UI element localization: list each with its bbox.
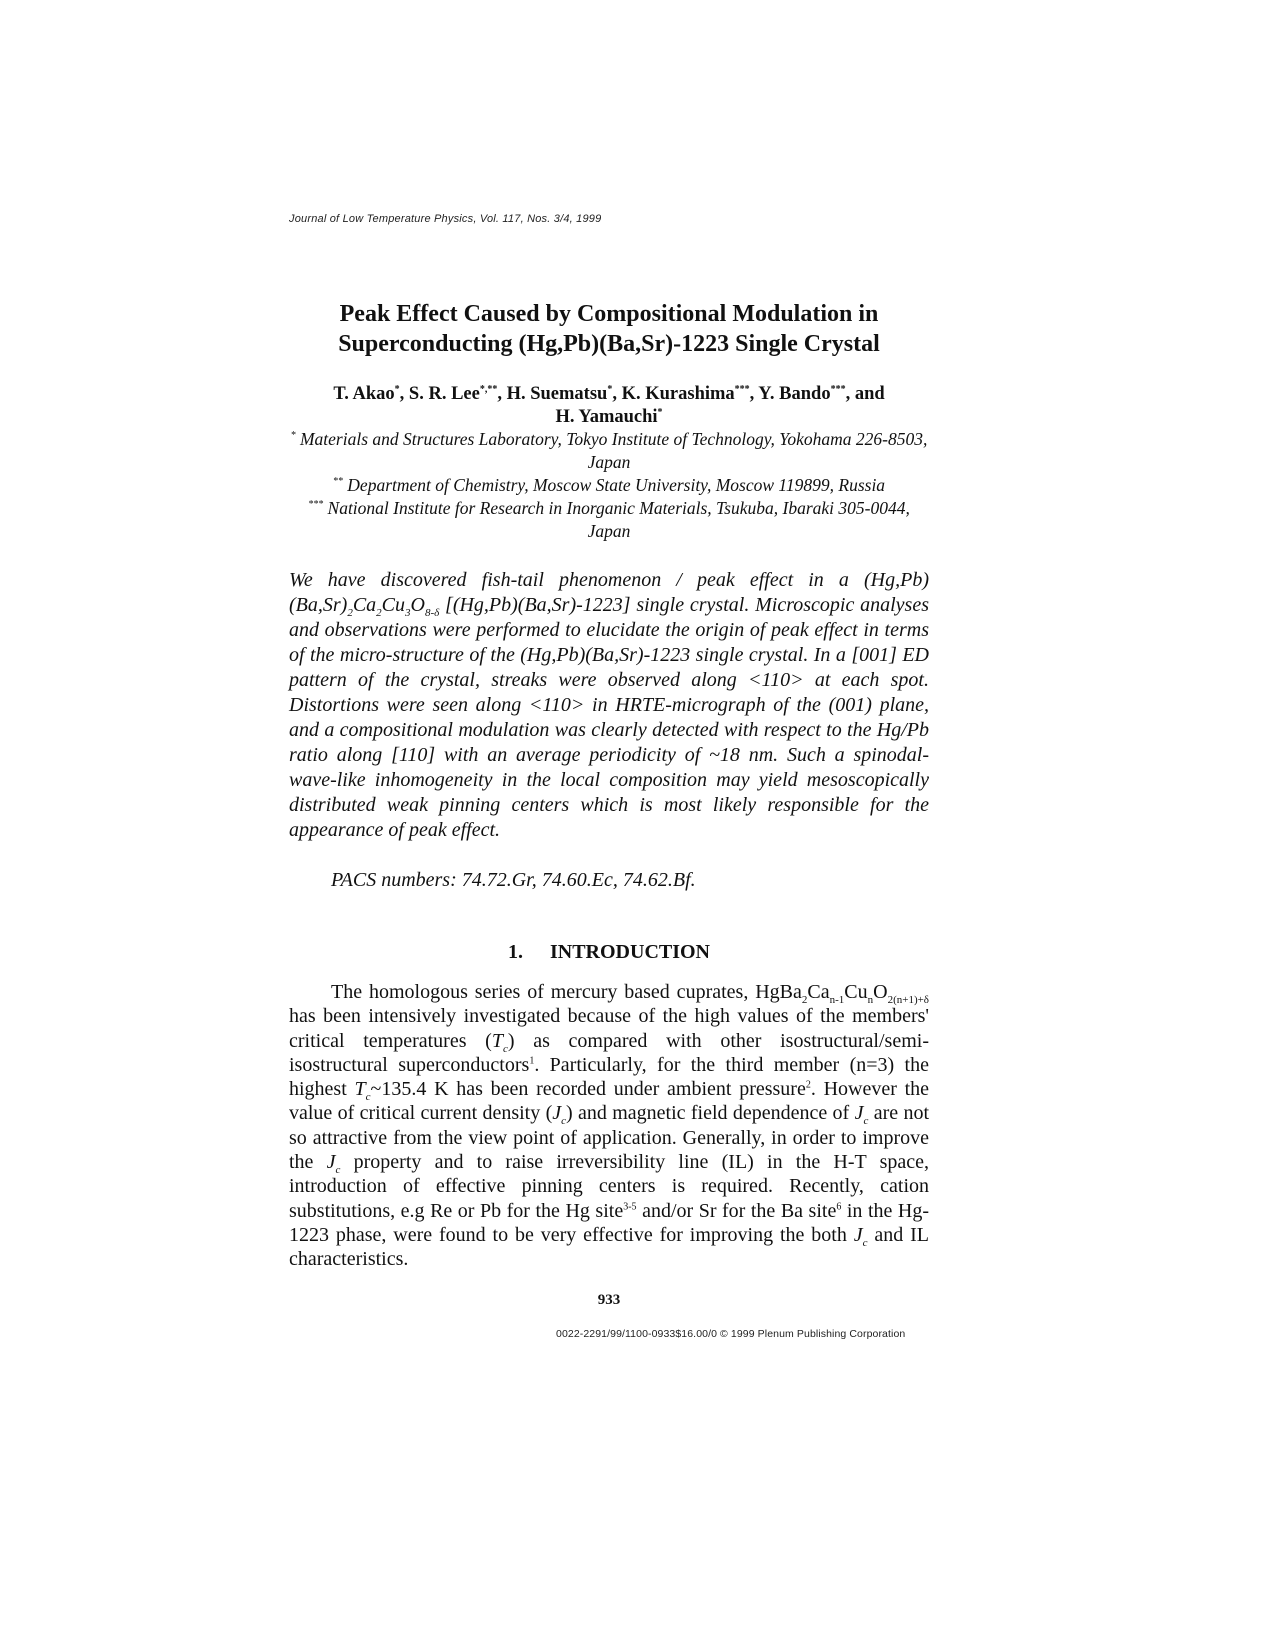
abstract-text-1: We have discovered fish-tail phenomenon / peak effect in a — [289, 569, 849, 591]
intro-text: and IL characteristics. — [289, 1223, 930, 1271]
affiliation-text: Materials and Structures Laboratory, Tokyo Institute of Technology, Yokohama 226-8503, Japan — [299, 429, 928, 472]
reference-mark: 6 — [836, 1201, 842, 1213]
author-name: Y. Bando — [758, 384, 831, 404]
paper-title — [289, 299, 929, 359]
section-heading — [289, 940, 929, 965]
reference-mark: 3-5 — [623, 1201, 637, 1213]
reference-mark: 1 — [529, 1055, 535, 1067]
page-number: 933 — [597, 1292, 621, 1308]
intro-paragraph: The homologous series of mercury based cuprates, $HgBa_2Ca_{n-1}Cu_nO_{2(n+1)+\delta}$ has been intensively investigated because of the high values of the members' critical temperatures $(T_c)$ as compared with other isostructural/semi-isostructural superconductors$^1$. Particularly, for the third member (n=3) the highest $T_c\sim 135.4$ K has been recorded under ambient pressure$^2$. However the value of critical current density $(J_c)$ and magnetic field dependence of $J_c$ are not so attractive from the view point of application. Generally, in order to improve the $J_c$ property and to raise irreversibility line (IL) in the H-T space, introduction of effective pinning centers is required. Recently, cation substitutions, e.g Re or Pb for the Hg site$^{3-5}$ and/or Sr for the Ba site$^6$ in the Hg-1223 phase, were found to be very effective for improving the both $J_c$ and IL characteristics. — [289, 981, 930, 1271]
title-line-1: Peak Effect Caused by Compositional Modulation in — [339, 301, 879, 327]
copyright-line: 0022-2291/99/1100-0933$16.00/0 © 1999 Plenum Publishing Corporation — [556, 1328, 906, 1340]
abstract-formula: $(Hg,Pb)(Ba,Sr)_2Ca_2Cu_3O_{8-\delta}$ — [289, 569, 929, 619]
author-name: K. Kurashima — [621, 384, 735, 404]
author-name: H. Suematsu — [506, 384, 608, 404]
jc-symbol: $J_c$ — [853, 1223, 868, 1249]
affiliation-text: Department of Chemistry, Moscow State University, Moscow 119899, Russia — [347, 475, 886, 495]
intro-text: property and to raise irreversibility line (IL) in the H-T space, introduction of effective pinning centers is required. Recently, cation substitutions, e.g Re or Pb for the Hg site — [289, 1151, 929, 1222]
intro-text: ) as compared with other isostructural/semi-isostructural superconductors — [289, 1029, 929, 1076]
affiliation-mark: *** — [308, 499, 324, 511]
pacs-numbers: PACS numbers: 74.72.Gr, 74.60.Ec, 74.62.Bf. — [331, 869, 696, 891]
author-mark: * — [657, 406, 663, 418]
running-head: Journal of Low Temperature Physics, Vol. 117, Nos. 3/4, 1999 — [289, 213, 602, 225]
abstract — [289, 568, 929, 843]
affiliation-text: National Institute for Research in Inorganic Materials, Tsukuba, Ibaraki 305-0044, Japan — [327, 498, 910, 541]
intro-text: ) and magnetic field dependence of — [566, 1102, 850, 1125]
affiliation-mark: * — [290, 430, 296, 442]
author-name: S. R. Lee — [408, 384, 480, 404]
jc-symbol: $J_c$ — [552, 1102, 567, 1128]
section-number: 1. — [507, 941, 523, 963]
intro-text: The homologous series of mercury based cuprates, — [331, 981, 749, 1003]
author-mark: *,** — [479, 383, 498, 395]
author-mark: * — [394, 383, 400, 395]
intro-text: has been recorded under ambient pressure — [456, 1078, 806, 1101]
reference-mark: 2 — [805, 1079, 811, 1091]
affiliation-2 — [289, 474, 929, 497]
intro-formula: $HgBa_2Ca_{n-1}Cu_nO_{2(n+1)+\delta}$ — [755, 981, 929, 1006]
affiliation-mark: ** — [332, 476, 343, 488]
intro-text: are not so attractive from the view point of application. Generally, in order to improve the — [289, 1102, 930, 1174]
intro-text: in the Hg-1223 phase, were found to be very effective for improving the both — [289, 1199, 930, 1246]
abstract-text-2: [(Hg,Pb)(Ba,Sr)-1223] single crystal. Microscopic analyses and observations were performed to elucidate the origin of peak effect in terms of the micro-structure of the (Hg,Pb)(Ba,Sr)-1223 single crystal. In a [001] ED pattern of the crystal, streaks were observed along <110> at each spot. Distortions were seen along <110> in HRTE-micrograph of the (001) plane, and a compositional modulation was clearly detected with respect to the Hg/Pb ratio along [110] with an average periodicity of ~18 nm. Such a spinodal-wave-like inhomogeneity in the local composition may yield mesoscopically distributed weak pinning centers which is most likely responsible for the appearance of peak effect. — [289, 594, 929, 841]
jc-symbol: $J_c$ — [326, 1151, 341, 1177]
affiliation-1 — [289, 428, 929, 474]
author-mark: * — [607, 383, 613, 395]
tc-symbol: $T_c$ — [491, 1029, 508, 1055]
author-mark: *** — [830, 383, 846, 395]
intro-text: . However the value of critical current density ( — [289, 1078, 930, 1125]
author-mark: *** — [734, 383, 750, 395]
title-line-2: Superconducting (Hg,Pb)(Ba,Sr)-1223 Single Crystal — [338, 331, 880, 357]
author-list: T. Akao*, S. R. Lee*,**, H. Suematsu*, K. Kurashima***, Y. Bando***, and H. Yamauchi* — [333, 383, 885, 427]
intro-text: . Particularly, for the third member (n=3) the highest — [289, 1053, 929, 1101]
affiliation-3 — [289, 497, 929, 543]
author-name: H. Yamauchi — [555, 407, 658, 427]
intro-text: and/or Sr for the Ba site — [642, 1199, 837, 1222]
intro-text: has been intensively investigated because of the high values of the members' critical temperatures ( — [289, 1005, 929, 1052]
author-name: T. Akao — [333, 384, 395, 404]
tc-value: $T_c$ — [354, 1078, 371, 1104]
author-conjunction: and — [854, 384, 885, 404]
section-title: INTRODUCTION — [549, 941, 711, 963]
jc-symbol: $J_c$ — [854, 1102, 869, 1128]
